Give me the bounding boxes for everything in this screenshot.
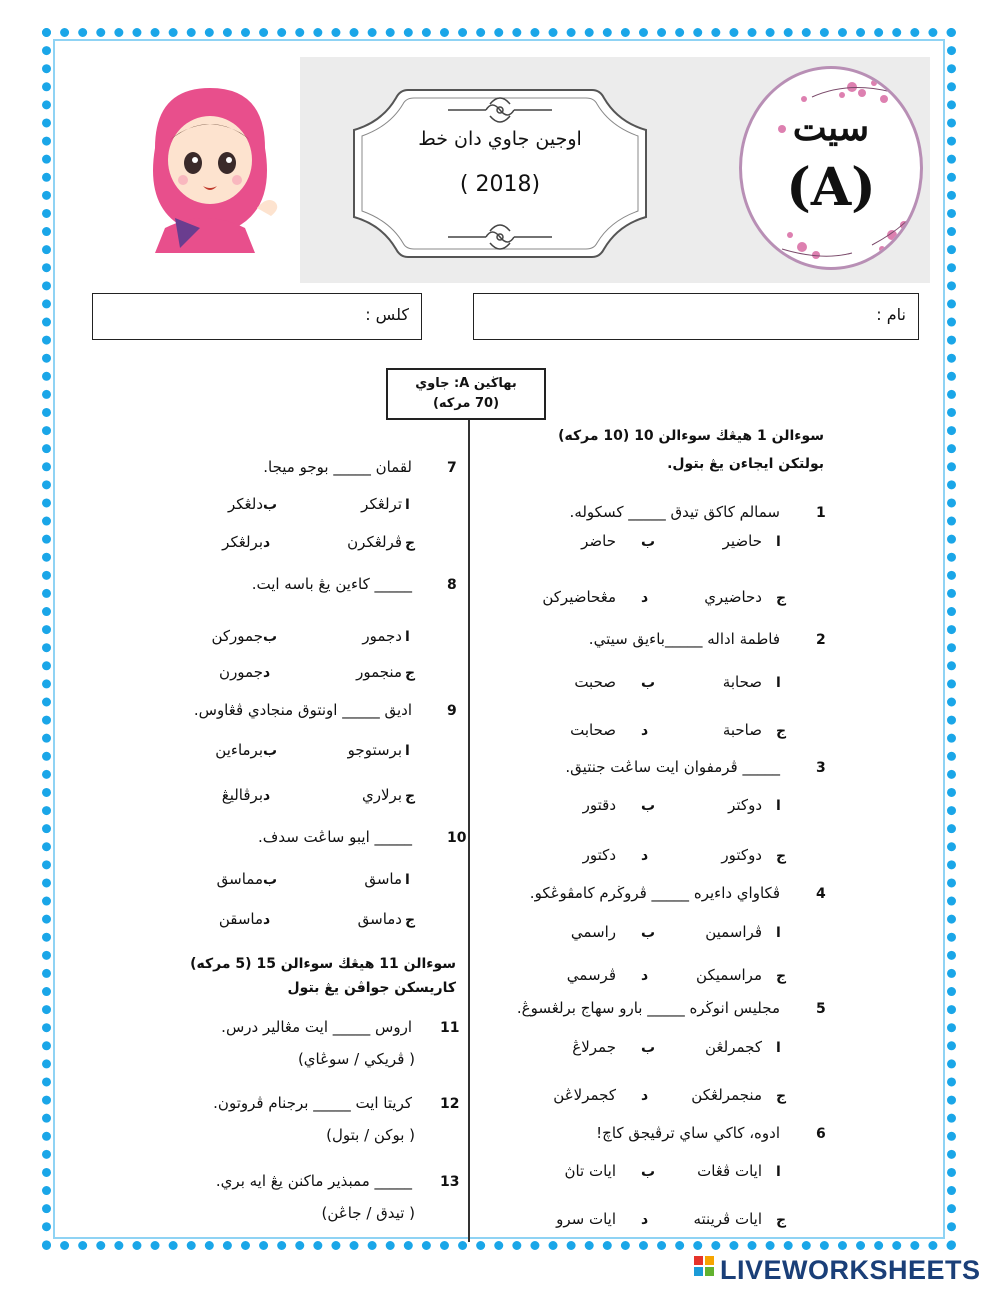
question-text: _____ كاءين يڠ باسه ايت. — [251, 575, 412, 593]
hijab-girl-illustration — [125, 78, 285, 253]
option-a[interactable]: ترلڠكر — [361, 495, 402, 513]
option-letter-b: ب — [641, 1164, 656, 1180]
option-a[interactable]: دوكتر — [728, 796, 762, 814]
option-letter-a: ا — [405, 743, 410, 759]
question-number: 6 — [816, 1126, 826, 1142]
option-letter-d: د — [263, 665, 271, 681]
option-letter-d: د — [641, 723, 649, 739]
option-letter-b: ب — [641, 534, 656, 550]
question-text: مجليس انوڬره _____ بارو سهاج برلڠسوڠ. — [516, 999, 780, 1017]
option-b[interactable]: دقتور — [582, 796, 616, 814]
option-d[interactable]: برلڠكر — [222, 533, 263, 551]
option-c[interactable]: دوكتور — [721, 846, 762, 864]
set-letter: (A) — [786, 157, 876, 218]
question-text: فاطمة اداله _____باءيق سيتي. — [588, 630, 780, 648]
part2-heading: سوءالن 11 هيڠڬ سوءالن 15 (5 مركه) — [190, 956, 456, 972]
option-c[interactable]: منجمور — [356, 663, 402, 681]
question-number: 1 — [816, 505, 826, 521]
option-d[interactable]: صحابت — [570, 721, 616, 739]
section-title-box — [386, 368, 546, 420]
question-number: 4 — [816, 886, 826, 902]
option-c[interactable]: مراسميكن — [696, 966, 762, 984]
question-number: 9 — [447, 703, 457, 719]
question-number: 13 — [440, 1174, 460, 1190]
option-b[interactable]: ايات تاڽ — [564, 1162, 616, 1180]
option-b[interactable]: دلڠكر — [227, 495, 263, 513]
question-number: 10 — [447, 830, 467, 846]
name-label: نام : — [876, 305, 906, 324]
option-d[interactable]: مڠحاضيركن — [542, 588, 616, 606]
exam-year: ( 2018) — [459, 172, 541, 197]
part2-instruction: كاريسكن جواڤن يڠ بتول — [287, 980, 456, 996]
option-letter-d: د — [641, 968, 649, 984]
option-c[interactable]: دحاضيري — [704, 588, 762, 606]
option-letter-b: ب — [641, 675, 656, 691]
option-d[interactable]: دكتور — [582, 846, 616, 864]
question-text: اديق _____ اونتوق منجادي ڤڠاوس. — [193, 701, 412, 719]
option-letter-c: ج — [405, 535, 416, 551]
option-letter-c: ج — [776, 1088, 787, 1104]
option-letter-a: ا — [776, 925, 781, 941]
question-text: ڤكاواي داءيره _____ ڤروڬرم كامڤوڠكو. — [529, 884, 780, 902]
option-d[interactable]: ڤرسمي — [566, 966, 616, 984]
option-letter-a: ا — [405, 872, 410, 888]
option-b[interactable]: مماسق — [216, 870, 263, 888]
option-letter-a: ا — [776, 675, 781, 691]
option-letter-c: ج — [776, 848, 787, 864]
option-letter-a: ا — [405, 629, 410, 645]
option-letter-b: ب — [263, 872, 278, 888]
question-number: 11 — [440, 1020, 460, 1036]
question-text: اروس _____ ايت مڠالير درس. — [221, 1018, 412, 1036]
option-c[interactable]: ڤرلڠكرن — [347, 533, 402, 551]
question-text: لقمان _____ بوجو ميجا. — [263, 458, 412, 476]
option-letter-d: د — [641, 848, 649, 864]
option-b[interactable]: حاضر — [581, 532, 616, 550]
option-b[interactable]: جموركن — [211, 627, 263, 645]
option-letter-d: د — [263, 535, 271, 551]
option-letter-c: ج — [405, 665, 416, 681]
class-label: كلس : — [365, 305, 409, 324]
option-a[interactable]: كجمرلڠن — [705, 1038, 762, 1056]
question-number: 3 — [816, 760, 826, 776]
option-c[interactable]: صاحبة — [722, 721, 762, 739]
option-a[interactable]: ايات ڤڠات — [697, 1162, 762, 1180]
answer-choices[interactable]: ( بوكن / بتول) — [326, 1126, 415, 1144]
question-number: 5 — [816, 1001, 826, 1017]
option-letter-d: د — [263, 912, 271, 928]
question-number: 2 — [816, 632, 826, 648]
option-a[interactable]: صحابة — [722, 673, 762, 691]
option-letter-a: ا — [776, 534, 781, 550]
option-b[interactable]: راسمي — [570, 923, 616, 941]
option-letter-c: ج — [776, 968, 787, 984]
option-d[interactable]: برڤاليڠ — [221, 786, 263, 804]
question-number: 7 — [447, 460, 457, 476]
answer-choices[interactable]: ( تيدق / جاڠن) — [321, 1204, 415, 1222]
option-letter-b: ب — [263, 497, 278, 513]
question-text: سمالم كاكق تيدق _____ كسكوله. — [569, 503, 780, 521]
question-text: ادوه، كاكي ساي ترڤيجق كاچ! — [596, 1124, 780, 1142]
question-text: _____ ممبذير ماكنن يڠ ايه بري. — [215, 1172, 412, 1190]
set-badge — [739, 66, 923, 270]
part1-instruction: بولتكن ايجاءن يڠ بتول. — [667, 456, 824, 472]
section-title: بهاڬين A: جاوي — [415, 376, 517, 391]
question-number: 8 — [447, 577, 457, 593]
option-letter-b: ب — [263, 743, 278, 759]
question-text: كريتا ايت _____ برجنام ڤروتون. — [213, 1094, 412, 1112]
option-letter-b: ب — [641, 925, 656, 941]
option-letter-b: ب — [641, 1040, 656, 1056]
name-field[interactable] — [473, 293, 919, 340]
question-number: 12 — [440, 1096, 460, 1112]
option-letter-d: د — [263, 788, 271, 804]
option-letter-c: ج — [405, 788, 416, 804]
part1-heading: سوءالن 1 هيڠڬ سوءالن 10 (10 مركه) — [558, 428, 824, 444]
option-a[interactable]: ماسق — [364, 870, 402, 888]
question-text: _____ ايبو ساڠت سدف. — [258, 828, 412, 846]
option-letter-c: ج — [776, 1212, 787, 1228]
answer-choices[interactable]: ( ڤريكي / سوڠاي) — [297, 1050, 415, 1068]
option-d[interactable]: ايات سرو — [556, 1210, 616, 1228]
option-letter-c: ج — [776, 723, 787, 739]
option-letter-a: ا — [776, 1164, 781, 1180]
option-letter-d: د — [641, 590, 649, 606]
option-letter-b: ب — [641, 798, 656, 814]
option-d[interactable]: كجمرلاڠن — [553, 1086, 616, 1104]
option-c[interactable]: ايات ڤرينته — [693, 1210, 762, 1228]
option-c[interactable]: دماسق — [357, 910, 402, 928]
exam-title: اوجين جاوي دان خط — [418, 128, 582, 150]
option-letter-c: ج — [405, 912, 416, 928]
option-letter-b: ب — [263, 629, 278, 645]
question-text: _____ ڤرمفوان ايت ساڠت جنتيق. — [565, 758, 780, 776]
option-letter-c: ج — [776, 590, 787, 606]
option-c[interactable]: برلاري — [362, 786, 402, 804]
section-marks: (70 مركه) — [432, 396, 500, 411]
option-letter-a: ا — [776, 798, 781, 814]
option-b[interactable]: جمرلاڠ — [572, 1038, 616, 1056]
option-letter-d: د — [641, 1088, 649, 1104]
column-divider — [468, 420, 470, 1242]
brand-logo-icon — [694, 1256, 716, 1284]
option-a[interactable]: ڤراسمين — [705, 923, 762, 941]
option-letter-a: ا — [776, 1040, 781, 1056]
liveworksheets-logo — [694, 1253, 981, 1287]
brand-text: LIVEWORKSHEETS — [720, 1254, 981, 1285]
option-d[interactable]: جمورن — [219, 663, 263, 681]
option-a[interactable]: حاضير — [722, 532, 762, 550]
class-field[interactable] — [92, 293, 422, 340]
option-b[interactable]: صحبت — [574, 673, 616, 691]
option-b[interactable]: برماءين — [215, 741, 263, 759]
option-a[interactable]: برستوجو — [347, 741, 402, 759]
set-label: سيت — [792, 107, 870, 149]
option-c[interactable]: منجمرلڠكن — [691, 1086, 762, 1104]
option-d[interactable]: ماسقن — [218, 910, 263, 928]
option-a[interactable]: دجمور — [362, 627, 402, 645]
option-letter-d: د — [641, 1212, 649, 1228]
option-letter-a: ا — [405, 497, 410, 513]
